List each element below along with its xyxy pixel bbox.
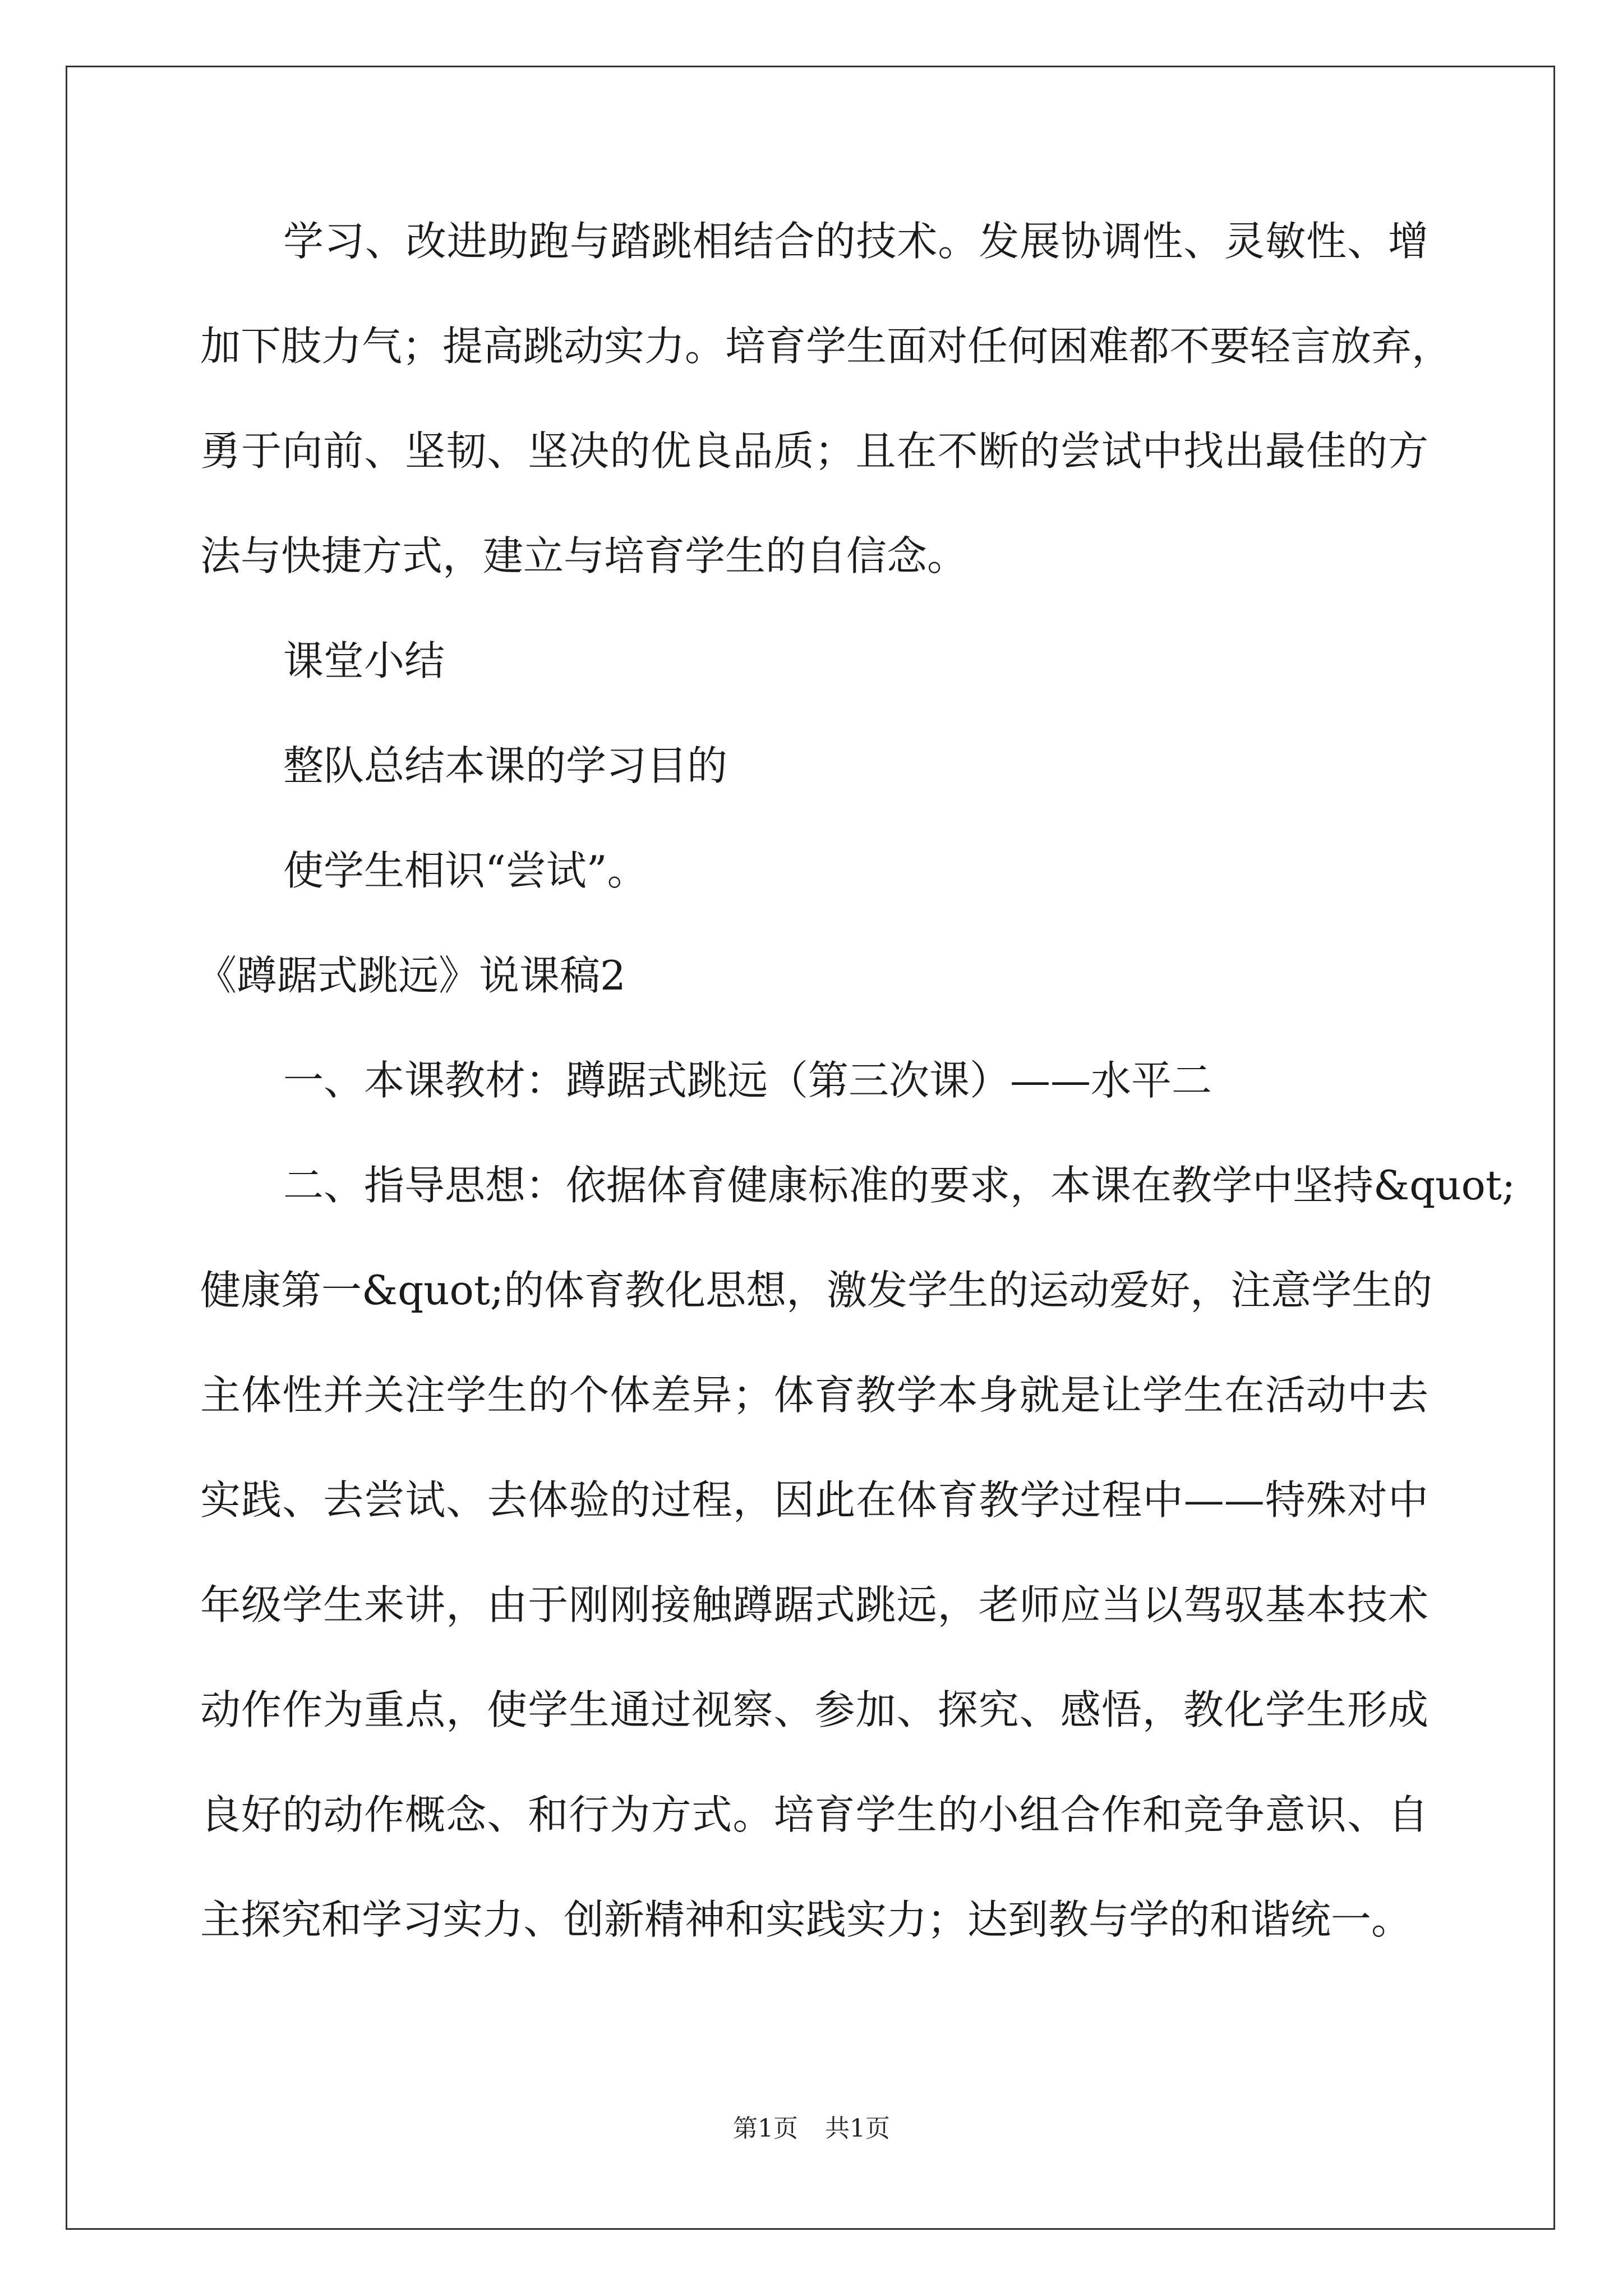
paragraph-line: 健康第一&quot;的体育教化思想，激发学生的运动爱好，注意学生的: [200, 1267, 1433, 1314]
paragraph-line: 动作作为重点，使学生通过视察、参加、探究、感悟，教化学生形成: [200, 1686, 1428, 1733]
total-pages: 共1页: [825, 2114, 890, 2143]
paragraph-line: 加下肢力气；提高跳动实力。培育学生面对任何困难都不要轻言放弃，: [200, 323, 1453, 370]
paragraph-line: 主体性并关注学生的个体差异；体育教学本身就是让学生在活动中去: [200, 1372, 1428, 1419]
paragraph-line: 二、指导思想：依据体育健康标准的要求，本课在教学中坚持&quot;: [283, 1162, 1516, 1209]
document-title: 《蹲踞式跳远》说课稿2: [196, 952, 626, 999]
paragraph-line: 勇于向前、坚韧、坚决的优良品质；且在不断的尝试中找出最佳的方: [200, 427, 1428, 475]
paragraph-line: 年级学生来讲，由于刚刚接触蹲踞式跳远，老师应当以驾驭基本技术: [200, 1581, 1428, 1628]
paragraph-line: 实践、去尝试、去体验的过程，因此在体育教学过程中——特殊对中: [200, 1476, 1428, 1524]
paragraph-line: 法与快捷方式，建立与培育学生的自信念。: [200, 532, 968, 579]
paragraph-line: 使学生相识“尝试”。: [283, 847, 648, 894]
paragraph-line: 整队总结本课的学习目的: [283, 742, 728, 789]
paragraph-line: 主探究和学习实力、创新精神和实践实力；达到教与学的和谐统一。: [200, 1896, 1412, 1943]
paragraph-line: 良好的动作概念、和行为方式。培育学生的小组合作和竞争意识、自: [200, 1791, 1428, 1838]
page-number: 第1页: [733, 2114, 798, 2143]
paragraph-line: 学习、改进助跑与踏跳相结合的技术。发展协调性、灵敏性、增: [283, 218, 1428, 265]
paragraph-line: 一、本课教材：蹲踞式跳远（第三次课）——水平二: [283, 1057, 1212, 1104]
page-footer: [0, 2112, 1623, 2146]
section-heading: 课堂小结: [283, 637, 445, 684]
